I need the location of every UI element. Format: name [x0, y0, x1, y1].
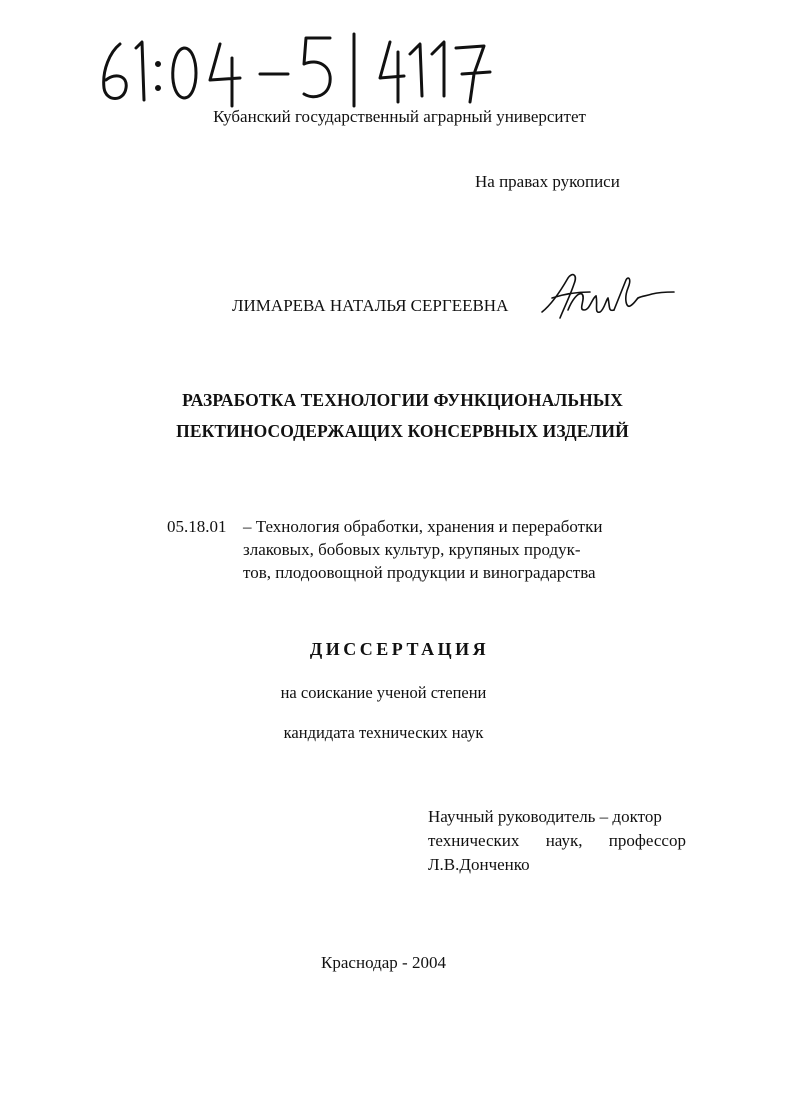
handwritten-shelf-mark	[92, 30, 532, 108]
title-line-2: ПЕКТИНОСОДЕРЖАЩИХ КОНСЕРВНЫХ ИЗДЕЛИЙ	[176, 421, 629, 441]
specialty-line-2: злаковых, бобовых культур, крупяных продук-	[243, 540, 581, 559]
document-type-heading: ДИССЕРТАЦИЯ	[309, 639, 490, 659]
author-signature	[538, 270, 678, 326]
university-name: Кубанский государственный аграрный университет	[213, 107, 586, 126]
supervisor-block	[428, 805, 686, 877]
manuscript-rights-note: На правах рукописи	[475, 172, 620, 191]
author-name: ЛИМАРЕВА НАТАЛЬЯ СЕРГЕЕВНА	[232, 296, 509, 315]
city-year: Краснодар - 2004	[321, 953, 446, 972]
dissertation-title	[0, 385, 799, 447]
degree-line-1: на соискание ученой степени	[280, 683, 487, 702]
specialty-line-3: тов, плодоовощной продукции и виноградарства	[243, 563, 596, 582]
specialty-code: 05.18.01	[167, 517, 227, 536]
supervisor-field-cont: наук,	[545, 831, 583, 850]
supervisor-line-1: Научный руководитель – доктор	[428, 807, 662, 826]
supervisor-field: технических	[428, 831, 520, 850]
supervisor-line-2	[428, 829, 686, 853]
degree-line-2: кандидата технических наук	[283, 723, 484, 742]
specialty-line-1: – Технология обработки, хранения и переработки	[243, 517, 603, 536]
supervisor-rank: профессор	[608, 831, 686, 850]
supervisor-name: Л.В.Донченко	[428, 855, 530, 874]
title-line-1: РАЗРАБОТКА ТЕХНОЛОГИИ ФУНКЦИОНАЛЬНЫХ	[182, 390, 623, 410]
